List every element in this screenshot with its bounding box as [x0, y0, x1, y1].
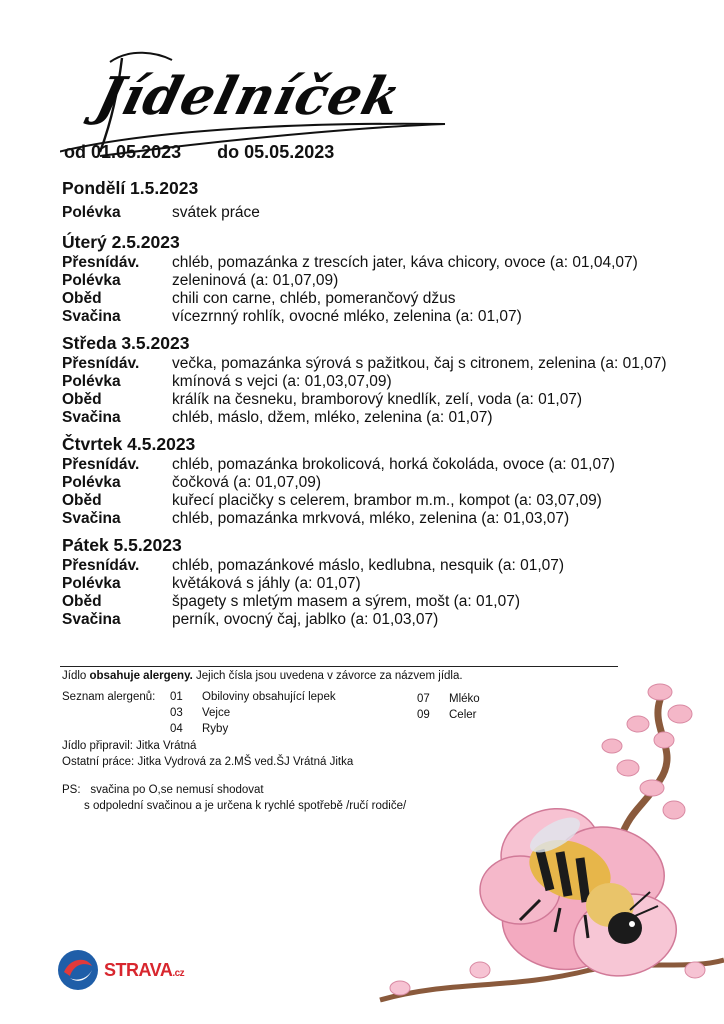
- meal-row: [62, 204, 702, 222]
- meal-text: chléb, pomazánka brokolicová, horká čokoláda, ovoce (a: 01,07): [172, 456, 615, 473]
- meal-text: kmínová s vejci (a: 01,03,07,09): [172, 373, 392, 390]
- ps-label: PS:: [62, 784, 81, 796]
- prepared-label: Jídlo připravil:: [62, 740, 133, 752]
- meal-label: Polévka: [62, 575, 121, 592]
- day-thursday: [62, 432, 702, 528]
- strava-logo-icon: [56, 948, 100, 992]
- meal-text: čočková (a: 01,07,09): [172, 474, 322, 491]
- meal-text: zeleninová (a: 01,07,09): [172, 272, 339, 289]
- allergen-item: [170, 689, 336, 705]
- other-value: Jitka Vydrová za 2.MŠ ved.ŠJ Vrátná Jitka: [137, 756, 354, 768]
- meal-text: chléb, pomazánkové máslo, kedlubna, nesquik (a: 01,07): [172, 557, 565, 574]
- meal-label: Svačina: [62, 409, 121, 426]
- prepared-value: Jitka Vrátná: [136, 740, 197, 752]
- meal-text: svátek práce: [172, 204, 260, 221]
- meal-text: špagety s mletým masem a sýrem, mošt (a: 01,07): [172, 593, 520, 610]
- meal-label: Přesnídáv.: [62, 456, 140, 473]
- strava-logo-text: [104, 960, 184, 981]
- meal-row: [62, 272, 702, 290]
- meal-row: [62, 611, 702, 629]
- meal-row: [62, 575, 702, 593]
- allergen-item: [170, 705, 336, 721]
- meal-text: chléb, pomazánka z trescích jater, káva chicory, ovoce (a: 01,04,07): [172, 254, 638, 271]
- meal-label: Polévka: [62, 204, 121, 221]
- meal-row: [62, 456, 702, 474]
- meal-text: večka, pomazánka sýrová s pažitkou, čaj s citronem, zelenina (a: 01,07): [172, 355, 667, 372]
- allergen-note-rest: Jejich čísla jsou uvedena v závorce za názvem jídla.: [196, 670, 463, 682]
- meal-row: [62, 409, 702, 427]
- allergen-name: Obiloviny obsahující lepek: [202, 691, 336, 703]
- meal-label: Svačina: [62, 510, 121, 527]
- day-heading: Čtvrtek 4.5.2023: [62, 434, 196, 454]
- meal-label: Polévka: [62, 373, 121, 390]
- day-heading: Úterý 2.5.2023: [62, 232, 180, 252]
- prepared-by: [62, 738, 196, 754]
- meal-label: Přesnídáv.: [62, 254, 140, 271]
- meal-row: [62, 373, 702, 391]
- meal-label: Svačina: [62, 308, 121, 325]
- ps-line-2: s odpolední svačinou a je určena k rychlé spotřebě /ručí rodiče/: [84, 800, 407, 812]
- allergen-name: Mléko: [449, 693, 480, 705]
- meal-label: Oběd: [62, 593, 102, 610]
- day-friday: [62, 533, 702, 629]
- meal-label: Oběd: [62, 492, 102, 509]
- meal-row: [62, 492, 702, 510]
- ps-line-1: svačina po O,se nemusí shodovat: [90, 784, 264, 796]
- to-word: do: [217, 142, 240, 162]
- meal-text: chili con carne, chléb, pomerančový džus: [172, 290, 456, 307]
- meal-row: [62, 391, 702, 409]
- meal-text: chléb, pomazánka mrkvová, mléko, zelenina (a: 01,03,07): [172, 510, 570, 527]
- meal-label: Přesnídáv.: [62, 557, 140, 574]
- day-heading: Středa 3.5.2023: [62, 333, 190, 353]
- allergen-name: Vejce: [202, 707, 231, 719]
- meal-row: [62, 510, 702, 528]
- allergen-number: 09: [417, 709, 430, 721]
- divider: [60, 666, 618, 667]
- meal-text: perník, ovocný čaj, jablko (a: 01,03,07): [172, 611, 439, 628]
- allergen-note-bold: obsahuje alergeny.: [89, 670, 193, 682]
- meal-text: králík na česneku, bramborový knedlík, zelí, voda (a: 01,07): [172, 391, 583, 408]
- day-heading: Pondělí 1.5.2023: [62, 178, 199, 198]
- date-to: 05.05.2023: [244, 142, 335, 162]
- meal-label: Polévka: [62, 272, 121, 289]
- allergen-number: 04: [170, 723, 183, 735]
- date-range: [64, 142, 334, 163]
- meal-label: Polévka: [62, 474, 121, 491]
- meal-row: [62, 308, 702, 326]
- allergen-number: 03: [170, 707, 183, 719]
- allergen-name: Ryby: [202, 723, 229, 735]
- meal-text: kuřecí placičky s celerem, brambor m.m., kompot (a: 03,07,09): [172, 492, 602, 509]
- other-work: [62, 754, 353, 770]
- day-monday: [62, 176, 702, 222]
- logo-name: STRAVA: [104, 959, 173, 980]
- meal-row: [62, 557, 702, 575]
- day-wednesday: [62, 331, 702, 427]
- allergen-item: [170, 721, 336, 737]
- menu-days: [62, 176, 702, 634]
- meal-row: [62, 593, 702, 611]
- page-title: Jídelníček: [90, 66, 408, 127]
- allergen-list-col1: [170, 689, 336, 737]
- meal-row: [62, 474, 702, 492]
- meal-text: květáková s jáhly (a: 01,07): [172, 575, 361, 592]
- strava-logo: [56, 948, 184, 992]
- ps-note: [62, 782, 406, 814]
- meal-row: [62, 290, 702, 308]
- allergen-list-label: Seznam alergenů:: [62, 691, 156, 703]
- bee-illustration: [360, 670, 724, 1024]
- allergen-name: Celer: [449, 709, 477, 721]
- logo-tld: .cz: [172, 967, 185, 979]
- meal-row: [62, 355, 702, 373]
- allergen-note-prefix: Jídlo: [62, 670, 87, 682]
- allergen-number: 01: [170, 691, 183, 703]
- day-tuesday: [62, 230, 702, 326]
- meal-text: chléb, máslo, džem, mléko, zelenina (a: 01,07): [172, 409, 493, 426]
- meal-text: vícezrnný rohlík, ovocné mléko, zelenina (a: 01,07): [172, 308, 522, 325]
- date-from: 01.05.2023: [91, 142, 182, 162]
- other-label: Ostatní práce:: [62, 756, 135, 768]
- from-word: od: [64, 142, 86, 162]
- meal-label: Oběd: [62, 290, 102, 307]
- allergen-number: 07: [417, 693, 430, 705]
- meal-label: Svačina: [62, 611, 121, 628]
- meal-label: Oběd: [62, 391, 102, 408]
- day-heading: Pátek 5.5.2023: [62, 535, 182, 555]
- meal-row: [62, 254, 702, 272]
- meal-label: Přesnídáv.: [62, 355, 140, 372]
